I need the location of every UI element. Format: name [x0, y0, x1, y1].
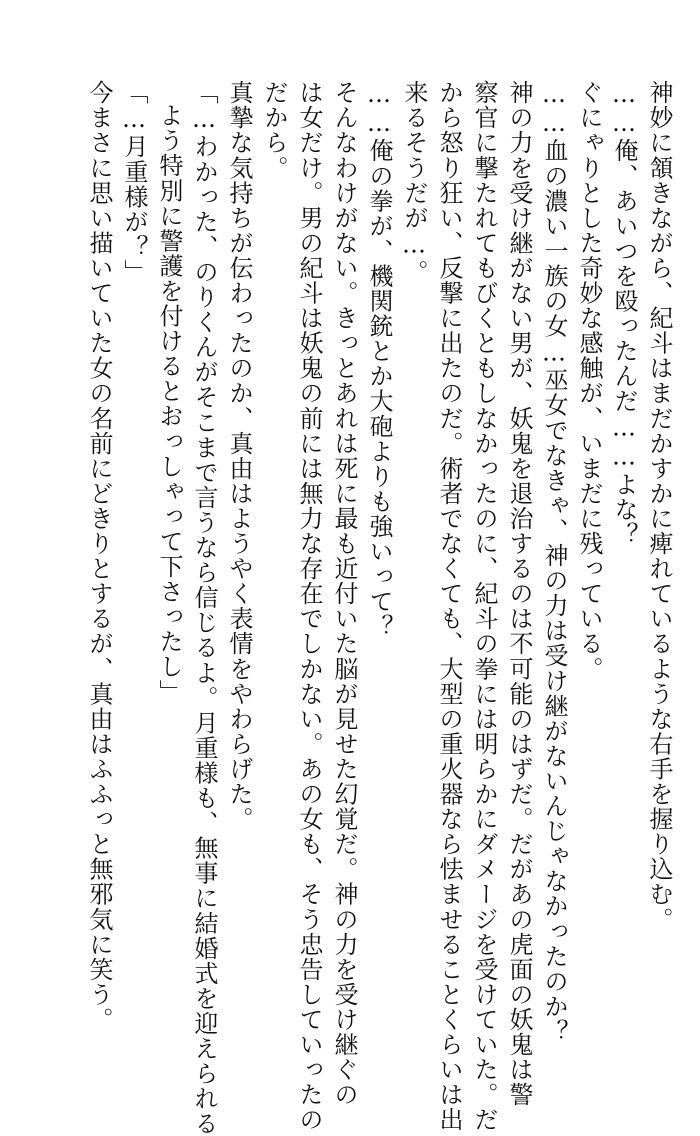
text-line: よう特別に警護を付けるとおっしゃって下さったし」	[155, 103, 183, 705]
text-line: 来るそうだが…。	[400, 80, 428, 285]
text-line: は女だけ。男の紀斗は妖鬼の前には無力な存在でしかない。あの女も、そう忠告していったの	[295, 80, 323, 1133]
text-line: ぐにゃりとした奇妙な感触が、いまだに残っている。	[575, 80, 603, 682]
text-line: 「…わかった、のりくんがそこまで言うなら信じるよ。月重様も、無事に結婚式を迎えられる	[190, 80, 218, 1136]
text-line: ……俺の拳が、機関銃とか大砲よりも強いって？	[365, 80, 393, 640]
text-line: だから。	[260, 80, 288, 181]
text-line: ……血の濃い一族の女…巫女でなきゃ、神の力は受け継がないんじゃなかったのか？	[540, 80, 568, 1044]
text-line: 察官に撃たれてもびくともしなかったのに、紀斗の拳には明らかにダメージを受けていた。だ	[470, 80, 498, 1133]
text-line: 今まさに思い描いていた女の名前にどきりとするが、真由はふふっと無邪気に笑う。	[85, 80, 113, 1032]
text-line: 神の力を受け継がない男が、妖鬼を退治するのは不可能のはずだ。だがあの虎面の妖鬼は警	[505, 80, 533, 1108]
text-line: から怒り狂い、反撃に出たのだ。術者でなくても、大型の重火器なら怯ませることくらいは出	[435, 80, 463, 1133]
text-line: ……俺、あいつを殴ったんだ……よな？	[610, 80, 638, 547]
text-line: 神妙に頷きながら、紀斗はまだかすかに痺れているような右手を握り込む。	[645, 80, 673, 932]
text-line: 「…月重様が？」	[120, 80, 148, 285]
text-line: 真摯な気持ちが伝わったのか、真由はようやく表情をやわらげた。	[225, 80, 253, 832]
text-line: そんなわけがない。きっとあれは死に最も近付いた脳が見せた幻覚だ。神の力を受け継ぐの	[330, 80, 358, 1108]
